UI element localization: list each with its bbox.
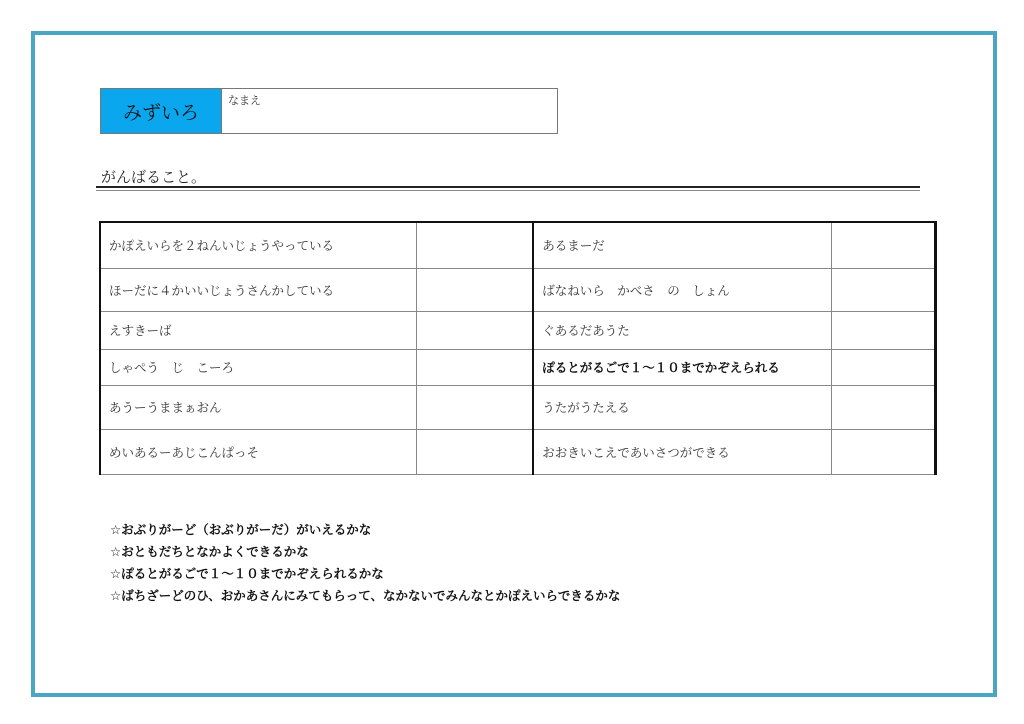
name-field[interactable] — [222, 89, 557, 133]
goal-text: えすきーば — [100, 311, 416, 349]
goal-text: ぽるとがるごで１～１０までかぞえられる — [533, 349, 831, 385]
goal-text: あるまーだ — [533, 222, 831, 268]
goal-text: かぽえいらを２ねんいじょうやっている — [100, 222, 416, 268]
table-row — [100, 349, 936, 385]
goals-table — [99, 221, 937, 475]
note-item: ☆ばちざーどのひ、おかあさんにみてもらって、なかないでみんなとかぽえいらできるかな — [110, 588, 621, 603]
check-cell[interactable] — [831, 268, 935, 311]
table-row — [100, 311, 936, 349]
group-label: みずいろ — [101, 89, 222, 133]
check-cell[interactable] — [416, 311, 533, 349]
check-cell[interactable] — [416, 385, 533, 429]
goals-heading: がんばること。 — [101, 168, 207, 186]
note-item: ☆おともだちとなかよくできるかな — [110, 544, 309, 559]
goal-text: めいあるーあじこんぱっそ — [100, 429, 416, 474]
table-row — [100, 222, 936, 268]
goal-text: おおきいこえであいさつができる — [533, 429, 831, 474]
check-cell[interactable] — [831, 311, 935, 349]
goal-text: ぐあるだあうた — [533, 311, 831, 349]
check-cell[interactable] — [831, 222, 935, 268]
table-row — [100, 268, 936, 311]
check-cell[interactable] — [831, 429, 935, 474]
check-cell[interactable] — [831, 349, 935, 385]
name-label: なまえ — [228, 94, 261, 107]
note-item: ☆ぽるとがるごで１～１０までかぞえられるかな — [110, 566, 384, 581]
goal-text: ばなねいら かべさ の しょん — [533, 268, 831, 311]
goal-text: あうーうままぁおん — [100, 385, 416, 429]
goal-text: うたがうたえる — [533, 385, 831, 429]
check-cell[interactable] — [416, 222, 533, 268]
heading-underline-thin — [96, 190, 920, 191]
check-cell[interactable] — [831, 385, 935, 429]
check-cell[interactable] — [416, 268, 533, 311]
notes-list — [110, 519, 620, 607]
check-cell[interactable] — [416, 429, 533, 474]
check-cell[interactable] — [416, 349, 533, 385]
table-row — [100, 385, 936, 429]
table-row — [100, 429, 936, 474]
name-box — [100, 88, 558, 134]
goal-text: ほーだに４かいいじょうさんかしている — [100, 268, 416, 311]
goal-text: しゃぺう じ こーろ — [100, 349, 416, 385]
heading-underline — [96, 186, 920, 188]
note-item: ☆おぶりがーど（おぶりがーだ）がいえるかな — [110, 522, 372, 537]
